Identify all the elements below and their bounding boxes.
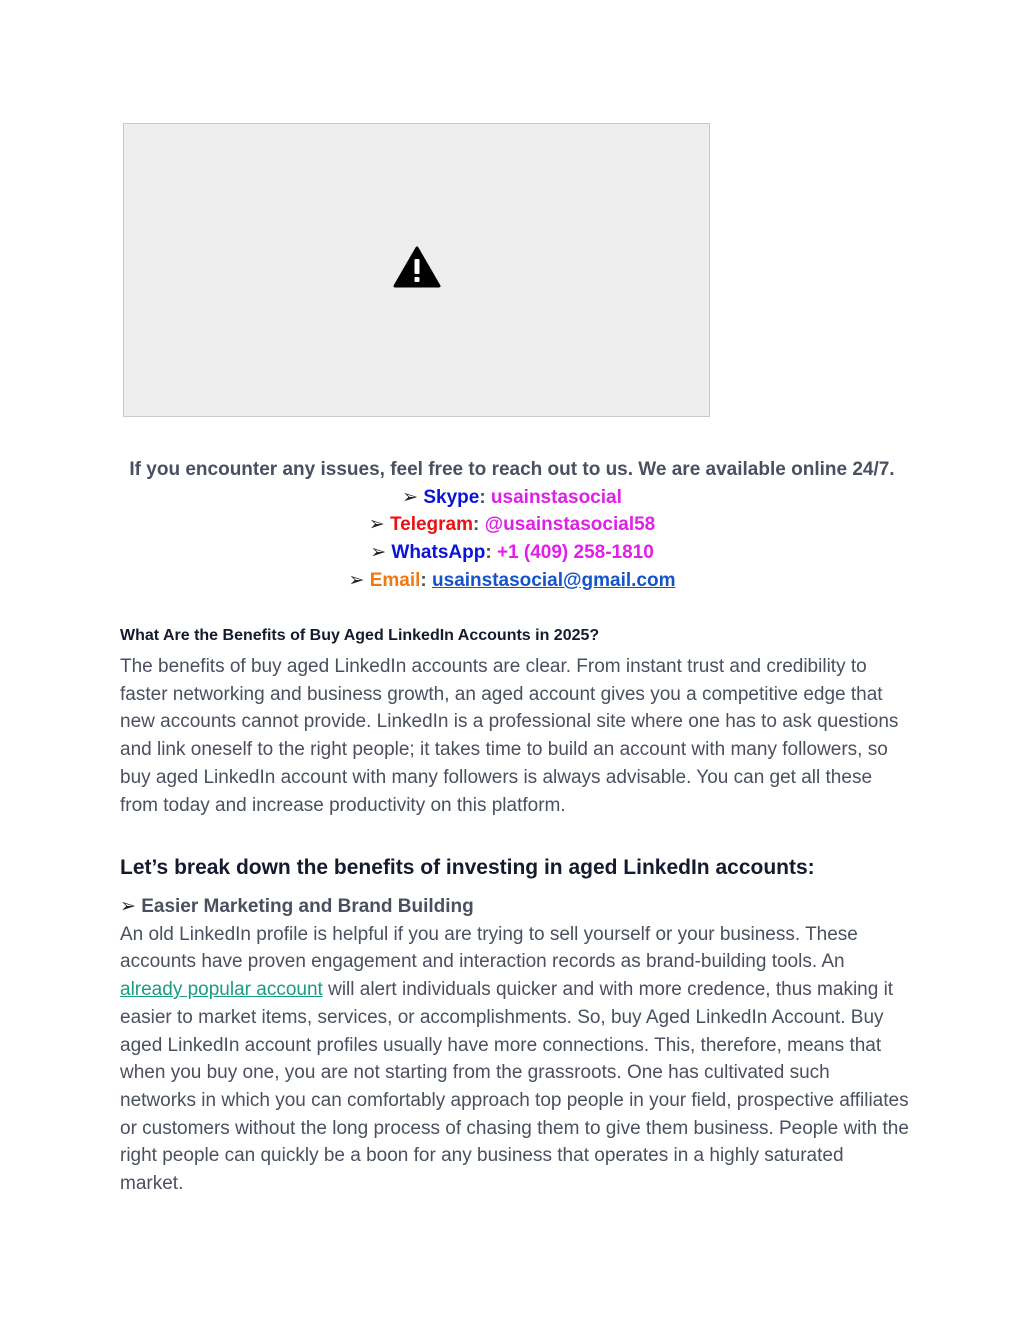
warning-icon [393, 246, 441, 288]
contact-skype-row [0, 484, 1024, 512]
popular-account-link[interactable]: already popular account [120, 979, 323, 1001]
whatsapp-value: +1 (409) 258-1810 [496, 542, 654, 564]
email-label: Email [369, 569, 421, 591]
section-heading-breakdown: Let’s break down the benefits of investing in aged LinkedIn accounts: [120, 856, 815, 879]
telegram-label: Telegram [389, 514, 474, 536]
telegram-value: @usainstasocial58 [484, 514, 656, 536]
subsection-title: Easier Marketing and Brand Building [141, 896, 474, 917]
subsection-heading [120, 893, 910, 921]
arrow-icon: ➢ [368, 514, 385, 536]
arrow-icon: ➢ [402, 486, 419, 508]
marketing-paragraph [120, 921, 910, 1198]
benefits-paragraph: The benefits of buy aged LinkedIn accounts are clear. From instant trust and credibility to faster networking and business growth, an aged account gives you a competitive edge that new accounts cannot provide. LinkedIn is a professional site where one has to ask questions and link oneself to the right people; it takes time to build an account with many followers, so buy aged LinkedIn account with many followers is always advisable. You can get all these from today and increase productivity on this platform. [120, 656, 899, 816]
email-link[interactable]: usainstasocial@gmail.com [432, 569, 676, 591]
colon: : [479, 486, 491, 508]
broken-image-placeholder [123, 123, 710, 417]
contact-email-row [0, 567, 1024, 595]
arrow-icon: ➢ [370, 542, 387, 564]
colon: : [485, 542, 497, 564]
arrow-icon: ➢ [348, 569, 365, 591]
colon: : [420, 569, 433, 591]
contact-intro: If you encounter any issues, feel free to reach out to us. We are available online 24/7. [129, 459, 895, 480]
contact-block [0, 456, 1024, 595]
arrow-icon: ➢ [120, 896, 136, 917]
paragraph-text-start: An old LinkedIn profile is helpful if you are trying to sell yourself or your business. These accounts have proven engagement and interaction records as brand-building tools. An [120, 923, 858, 973]
whatsapp-label: WhatsApp [391, 542, 486, 564]
paragraph-text-end: will alert individuals quicker and with more credence, thus making it easier to market items, services, or accomplishments. So, buy Aged LinkedIn Account. Buy aged LinkedIn account profiles usually have more connections. This, therefore, means that when you buy one, you are not starting from the grassroots. One has cultivated such networks in which you can comfortably approach top people in your field, prospective affiliates or customers without the long process of chasing them to give them business. People with the right people can quickly be a boon for any business that operates in a highly saturated market. [120, 979, 909, 1195]
section-heading-benefits: What Are the Benefits of Buy Aged LinkedIn Accounts in 2025? [120, 627, 600, 644]
contact-whatsapp-row [0, 539, 1024, 567]
skype-value: usainstasocial [490, 486, 622, 508]
skype-label: Skype [423, 486, 480, 508]
contact-telegram-row [0, 511, 1024, 539]
subsection-marketing [120, 893, 910, 1198]
colon: : [473, 514, 485, 536]
